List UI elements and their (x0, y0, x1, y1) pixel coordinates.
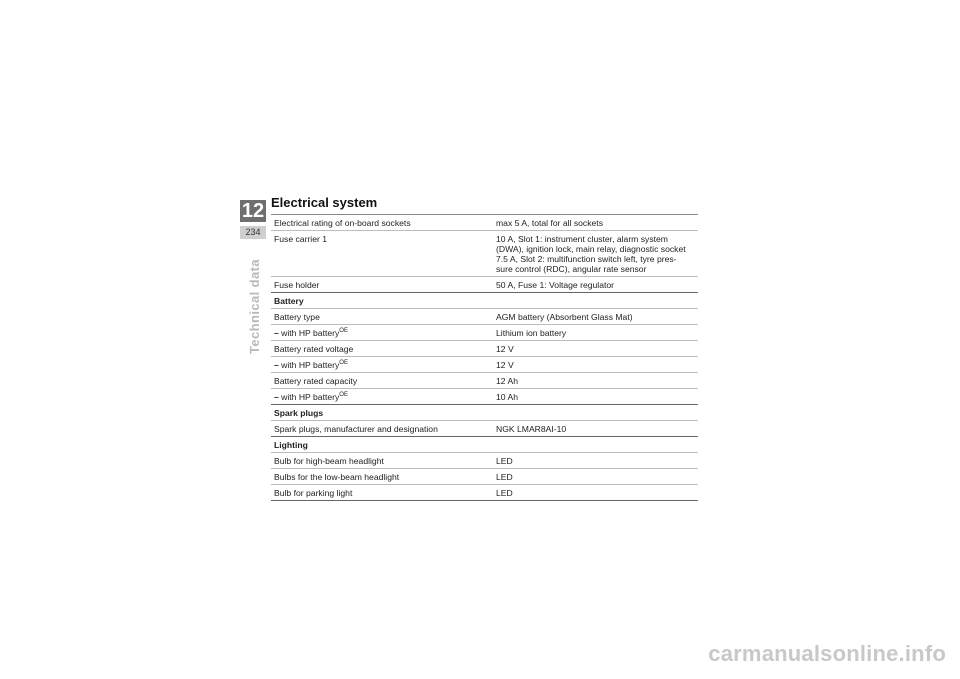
table-row (271, 485, 698, 501)
table-row (271, 389, 698, 405)
dash: – (274, 360, 279, 370)
value-line: sure control (RDC), angular rate sensor (496, 264, 647, 274)
label-text: with HP battery (281, 360, 340, 370)
spec-table (271, 214, 698, 501)
row-label: Bulbs for the low-beam headlight (271, 469, 493, 485)
row-label: Bulb for parking light (271, 485, 493, 501)
table-row (271, 357, 698, 373)
table-row (271, 421, 698, 437)
row-label: Bulb for high-beam headlight (271, 453, 493, 469)
oe-mark: OE (339, 360, 348, 367)
table-row (271, 277, 698, 293)
table-row (271, 231, 698, 277)
oe-mark: OE (339, 328, 348, 335)
heading-text: Lighting (271, 437, 698, 453)
table-row (271, 325, 698, 341)
row-value: LED (493, 453, 698, 469)
row-value: 12 V (493, 341, 698, 357)
row-value (493, 231, 698, 277)
oe-mark: OE (339, 392, 348, 399)
row-value: AGM battery (Absorbent Glass Mat) (493, 309, 698, 325)
value-line: 7.5 A, Slot 2: multifunction switch left, tyre pres- (496, 254, 677, 264)
value-line: 10 A, Slot 1: instrument cluster, alarm system (496, 234, 668, 244)
row-value: 50 A, Fuse 1: Voltage regulator (493, 277, 698, 293)
section-heading-spark-plugs (271, 405, 698, 421)
value-line: (DWA), ignition lock, main relay, diagnostic socket (496, 244, 686, 254)
row-value: max 5 A, total for all sockets (493, 215, 698, 231)
row-value: LED (493, 485, 698, 501)
dash: – (274, 392, 279, 402)
row-label: Fuse carrier 1 (271, 231, 493, 277)
row-label: Electrical rating of on-board sockets (271, 215, 493, 231)
row-label (271, 325, 493, 341)
watermark: carmanualsonline.info (708, 641, 946, 666)
table-row (271, 373, 698, 389)
label-text: with HP battery (281, 392, 340, 402)
row-value: Lithium ion battery (493, 325, 698, 341)
heading-text: Battery (271, 293, 698, 309)
table-row (271, 215, 698, 231)
row-value: NGK LMAR8AI-10 (493, 421, 698, 437)
table-row (271, 341, 698, 357)
row-value: 12 V (493, 357, 698, 373)
row-label (271, 357, 493, 373)
label-text: with HP battery (281, 328, 340, 338)
page-number: 234 (240, 226, 266, 239)
dash: – (274, 328, 279, 338)
section-title: Electrical system (271, 195, 378, 210)
row-label: Fuse holder (271, 277, 493, 293)
section-heading-lighting (271, 437, 698, 453)
table-row (271, 469, 698, 485)
row-value: LED (493, 469, 698, 485)
row-label: Battery type (271, 309, 493, 325)
section-heading-battery (271, 293, 698, 309)
heading-text: Spark plugs (271, 405, 698, 421)
row-label: Battery rated voltage (271, 341, 493, 357)
table-row (271, 309, 698, 325)
row-label: Battery rated capacity (271, 373, 493, 389)
row-label: Spark plugs, manufacturer and designation (271, 421, 493, 437)
table-row (271, 453, 698, 469)
row-label (271, 389, 493, 405)
row-value: 12 Ah (493, 373, 698, 389)
row-value: 10 Ah (493, 389, 698, 405)
chapter-number: 12 (241, 200, 265, 222)
chapter-label: Technical data (247, 259, 262, 354)
